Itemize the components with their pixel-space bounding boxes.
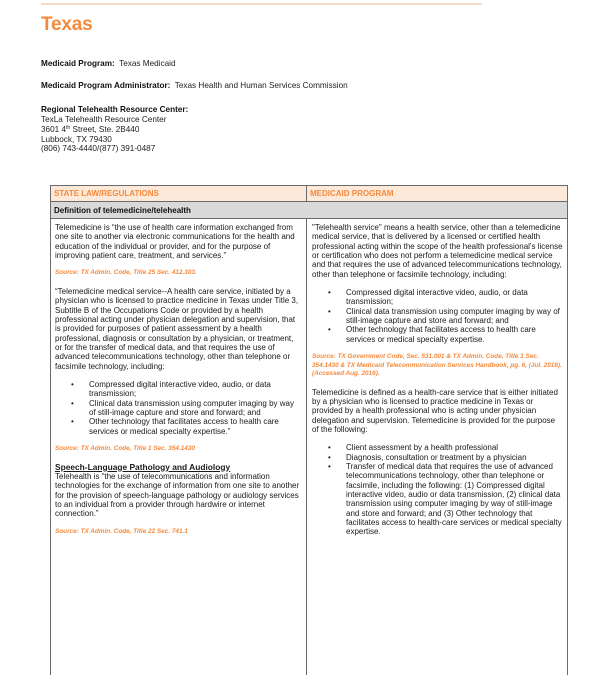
header-medicaid-program: MEDICAID PROGRAM <box>310 189 394 198</box>
administrator-line <box>41 81 348 90</box>
list-item: • Other technology that facilitates access to health care services or medical specialty expertise.” <box>55 417 302 436</box>
source-citation: Source: TX Admin. Code, Title 25 Sec. 412.303. <box>55 269 197 277</box>
medicaid-program-cell <box>307 219 567 675</box>
resource-center-block <box>41 105 188 154</box>
header-state-law: STATE LAW/REGULATIONS <box>51 186 307 201</box>
table-header <box>51 186 567 202</box>
medicaid-program-value: Texas Medicaid <box>119 59 176 68</box>
table-body <box>51 219 567 675</box>
list-item: • Client assessment by a health professional <box>312 443 563 452</box>
state-law-paragraph: Telemedicine is “the use of health care information exchanged from one site to another via electronic communications for the health and education of the individual or provider, and for the purpose of improving patient care, treatment, and services.” <box>55 223 295 261</box>
subsection-heading: Speech-Language Pathology and Audiology <box>55 461 231 472</box>
list-item: • Clinical data transmission using computer imaging by way of still-image capture and store and forward; and <box>312 307 563 326</box>
source-citation: Source: TX Government Code, Sec. 531.001 & TX Admin. Code, Title 1 Sec. 354.1430 & TX Medicaid Telecommunication Services Handbook, pg. 6, (Jul. 2016). (Accessed Aug. 2016). <box>312 353 562 378</box>
state-law-paragraph: Telehealth is “the use of telecommunications and information technologies for the exchange of information from one site to another for the provision of speech-language pathology or audiology services to an individual from a provider through hardwire or internet connection.” <box>55 471 300 519</box>
address-street: Street, Ste. 2B440 <box>70 125 140 135</box>
resource-center-address <box>41 124 188 135</box>
section-row-definition: Definition of telemedicine/telehealth <box>51 202 567 219</box>
medicaid-bullet-list <box>312 443 563 536</box>
medicaid-program-line <box>41 59 176 68</box>
resource-center-phone: (806) 743-4440/(877) 391-0487 <box>41 144 156 154</box>
list-item: • Other technology that facilitates access to health care services or medical specialty expertise. <box>312 325 563 344</box>
resource-center-city: Lubbock, TX 79430 <box>41 134 112 144</box>
administrator-label: Medicaid Program Administrator: <box>41 81 171 90</box>
state-law-paragraph: “Telemedicine medical service--A health care service, initiated by a physician who is licensed to practice medicine in Texas under Title 3, Subtitle B of the Occupations Code or provided by a health professional acting under physician delegation and supervision, that is provided for purposes of patient assessment by a health professional, diagnosis or consultation by a physician, or treatment, or for the transfer of medical data, and that requires the use of advanced telecommunications technology, other than telephone or facsimile technology, including: <box>55 286 299 371</box>
state-law-cell <box>51 219 307 675</box>
list-item: • Diagnosis, consultation or treatment by a physician <box>312 453 563 462</box>
resource-center-name: TexLa Telehealth Resource Center <box>41 114 167 124</box>
medicaid-bullet-list <box>312 288 563 344</box>
state-law-bullet-list <box>55 380 302 436</box>
list-item: • Compressed digital interactive video, audio, or data transmission; <box>312 288 563 307</box>
medicaid-program-label: Medicaid Program: <box>41 59 115 68</box>
medicaid-paragraph: Telemedicine is defined as a health-care service that is either initiated by a physician who is licensed to practice medicine in Texas or provided by a health professional who is acting under physician delegation and supervision. Telemedicine is provided for the purpose of the following: <box>312 387 558 434</box>
list-item: • Clinical data transmission using computer imaging by way of still-image capture and store and forward; and <box>55 399 302 418</box>
list-item: • Compressed digital interactive video, audio, or data transmission; <box>55 380 302 399</box>
list-item: • Transfer of medical data that requires the use of advanced telecommunications technology, other than telephone or facsimile, including the following: (1) Compressed digital interactive video, audio or data transmission, (2) clinical data transmission using computer imaging by way of still-image and store and forward; and (3) Other technology that facilitates access to health-care services or medical specialty expertise. <box>312 462 563 537</box>
resource-center-label: Regional Telehealth Resource Center: <box>41 105 189 114</box>
medicaid-paragraph: "Telehealth service" means a health service, other than a telemedicine medical service, that is delivered by a licensed or certified health professional acting within the scope of the health professional's license or certification who does not perform a telemedicine medical service and that requires the use of advanced telecommunications technology, other than telephone or facsimile technology, including: <box>312 223 563 279</box>
address-number: 3601 4 <box>41 125 67 135</box>
top-divider <box>41 3 482 5</box>
address-superscript: th <box>66 125 71 132</box>
administrator-value: Texas Health and Human Services Commission <box>174 81 348 90</box>
source-citation: Source: TX Admin. Code, Title 22 Sec. 741.1 <box>55 527 188 535</box>
regulations-table <box>50 185 568 675</box>
source-citation: Source: TX Admin. Code, Title 1 Sec. 354.1430 <box>55 445 195 453</box>
page-title: Texas <box>41 14 93 35</box>
